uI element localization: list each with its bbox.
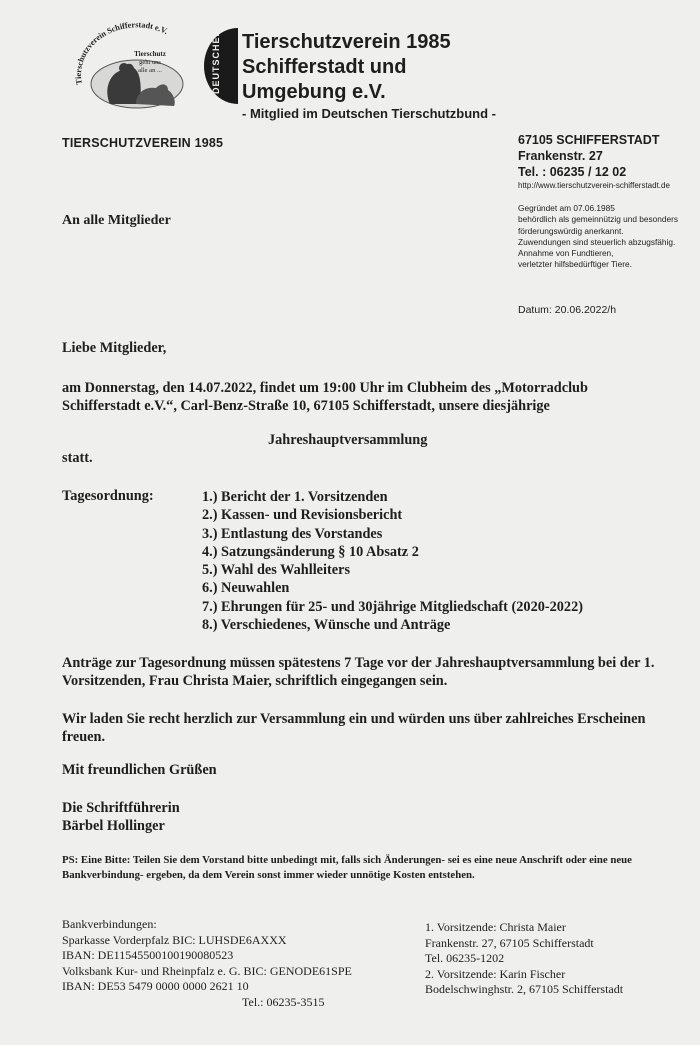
org-name [242, 30, 451, 105]
org-name-line-2: Schifferstadt und [242, 56, 407, 78]
logo-motto-3: alle an ... [138, 67, 162, 74]
agenda-item: 7.) Ehrungen für 25- und 30jährige Mitgliedschaft (2020-2022) [202, 598, 583, 615]
chair2-address: Bodelschwinghstr. 2, 67105 Schifferstadt [425, 982, 624, 996]
org-name-line-1: Tierschutzverein 1985 [242, 31, 451, 53]
agenda-list [202, 488, 583, 634]
chair1-name: 1. Vorsitzende: Christa Maier [425, 920, 566, 934]
agenda-label: Tagesordnung: [62, 488, 154, 504]
motions-paragraph: Anträge zur Tagesordnung müssen spätestens 7 Tage vor der Jahreshauptversammlung bei der 1. Vorsitzenden, Frau Christa Maier, schriftlich eingegangen sein. [62, 655, 655, 689]
bank-line: IBAN: DE53 5479 0000 0000 2621 10 [62, 979, 249, 993]
sender-city: 67105 SCHIFFERSTADT [518, 133, 660, 147]
invitation-paragraph: am Donnerstag, den 14.07.2022, findet um 19:00 Uhr im Clubheim des „Motorradclub Schifferstadt e.V.“, Carl-Benz-Straße 10, 67105 Schifferstadt, unsere diesjährige [62, 380, 588, 414]
agenda-item: 1.) Bericht der 1. Vorsitzenden [202, 489, 388, 505]
info-line: Annahme von Fundtieren, [518, 248, 614, 259]
welcome-paragraph: Wir laden Sie recht herzlich zur Versammlung ein und würden uns über zahlreiches Erscheinen freuen. [62, 711, 646, 745]
sender-address [518, 132, 670, 192]
bank-title: Bankverbindungen: [62, 917, 157, 931]
org-name-line-3: Umgebung e.V. [242, 81, 386, 103]
association-logo [70, 22, 200, 112]
chair2-name: 2. Vorsitzende: Karin Fischer [425, 966, 566, 981]
info-line: behördlich als gemeinnützig und besonders [518, 214, 679, 225]
logo-motto-1: Tierschutz [134, 50, 166, 58]
sender-tel: Tel. : 06235 / 12 02 [518, 165, 627, 179]
signature-block [62, 799, 180, 835]
agenda-item: 3.) Entlastung des Vorstandes [202, 525, 383, 542]
logo-ring-text: Tierschutzverein Schifferstadt e.V. [73, 22, 170, 86]
postscript: PS: Eine Bitte: Teilen Sie dem Vorstand bitte unbedingt mit, falls sich Änderungen- sei es eine neue Anschrift oder eine neue Bankverbindung- ergeben, da dem Verein sonst immer wieder unnötige Kosten entstehen. [62, 854, 632, 881]
tierschutzbund-seal [204, 28, 238, 104]
closing: Mit freundlichen Grüßen [62, 762, 217, 778]
seal-text: DEUTSCHER [211, 28, 221, 94]
bank-details [62, 917, 352, 1010]
bank-line: Volksbank Kur- und Rheinpfalz e. G. BIC: GENODE61SPE [62, 963, 352, 978]
logo-motto-2: geht uns [139, 59, 161, 66]
chair1-address: Frankenstr. 27, 67105 Schifferstadt [425, 935, 594, 950]
info-line: Zuwendungen sind steuerlich abzugsfähig. [518, 236, 676, 247]
agenda-item: 2.) Kassen- und Revisionsbericht [202, 507, 403, 524]
agenda-item: 8.) Verschiedenes, Wünsche und Anträge [202, 617, 451, 634]
recipient: An alle Mitglieder [62, 213, 171, 228]
statt-text: statt. [62, 450, 93, 466]
sender-org-left: TIERSCHUTZVEREIN 1985 [62, 136, 224, 150]
signer-role: Die Schriftführerin [62, 800, 180, 816]
org-subtitle: - Mitglied im Deutschen Tierschutzbund - [242, 106, 496, 121]
event-title: Jahreshauptversammlung [268, 432, 428, 448]
chair1-tel: Tel. 06235-1202 [425, 951, 505, 965]
bank-line: Sparkasse Vorderpfalz BIC: LUHSDE6AXXX [62, 932, 287, 947]
info-line: verletzter hilfsbedürftiger Tiere. [518, 259, 632, 270]
agenda-item: 5.) Wahl des Wahlleiters [202, 562, 351, 579]
bank-tel: Tel.: 06235-3515 [242, 994, 325, 1009]
letter-date: Datum: 20.06.2022/h [518, 304, 617, 316]
association-info [518, 203, 678, 271]
sender-url: http://www.tierschutzverein-schifferstadt.de [518, 181, 670, 190]
sender-street: Frankenstr. 27 [518, 149, 603, 163]
agenda-item: 6.) Neuwahlen [202, 580, 290, 597]
salutation: Liebe Mitglieder, [62, 340, 167, 356]
signer-name: Bärbel Hollinger [62, 818, 165, 834]
info-line: förderungswürdig anerkannt. [518, 225, 624, 236]
board-contacts [425, 920, 623, 998]
agenda-item: 4.) Satzungsänderung § 10 Absatz 2 [202, 543, 419, 560]
bank-line: IBAN: DE11545500100190080523 [62, 948, 234, 962]
info-line: Gegründet am 07.06.1985 [518, 203, 615, 213]
